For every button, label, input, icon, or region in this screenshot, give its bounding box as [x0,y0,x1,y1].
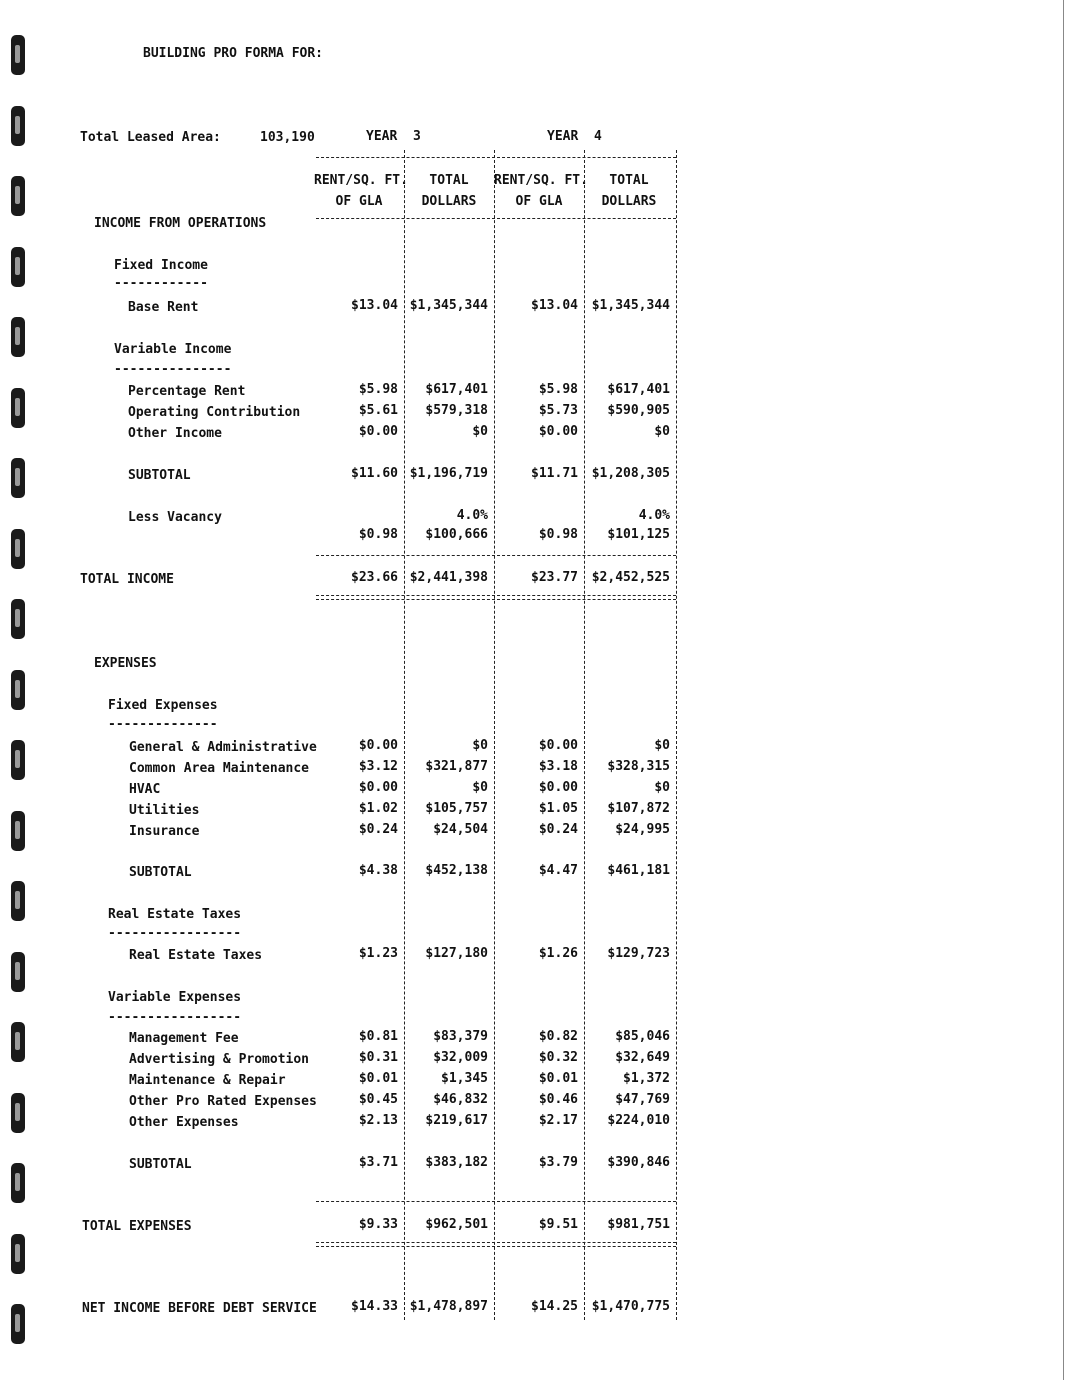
punch-hole [11,811,25,851]
row-value: $0.00 [358,424,398,439]
row-value: $1,208,305 [591,466,670,481]
row-label: INCOME FROM OPERATIONS [94,216,267,231]
row-value: $0.98 [538,527,578,542]
row-value: $23.66 [351,570,398,585]
row-label: Real Estate Taxes [108,907,242,922]
row-value: $85,046 [615,1029,670,1044]
punch-hole [11,1234,25,1274]
row-label: Insurance [129,824,200,839]
row-value: $0.00 [358,738,398,753]
punch-hole [11,599,25,639]
leased-area-label: Total Leased Area: [80,130,221,145]
row-label: General & Administrative [129,740,317,755]
row-value: $0.98 [358,527,398,542]
row-value: $1,196,719 [409,466,488,481]
row-label: ----------------- [108,1010,242,1025]
row-label: TOTAL INCOME [80,572,174,587]
row-label: Fixed Expenses [108,698,218,713]
row-value: $1.05 [538,801,578,816]
row-label: ----------------- [108,926,242,941]
row-label: Other Pro Rated Expenses [129,1094,317,1109]
row-value: $1,345,344 [409,298,488,313]
row-label: SUBTOTAL [129,865,192,880]
col-header-total-y4: TOTAL DOLLARS [601,173,657,209]
row-value: $328,315 [607,759,670,774]
row-value: $13.04 [531,298,578,313]
row-value: $390,846 [607,1155,670,1170]
row-value: $23.77 [531,570,578,585]
punch-hole [11,388,25,428]
row-value: $617,401 [425,382,488,397]
row-value: $0.81 [358,1029,398,1044]
row-value: $224,010 [607,1113,670,1128]
row-label: -------------- [108,717,218,732]
row-value: $2,452,525 [591,570,670,585]
row-value: $24,504 [433,822,488,837]
row-value: $2,441,398 [409,570,488,585]
header-rule [316,157,676,158]
row-value: $1,470,775 [591,1299,670,1314]
punch-hole [11,35,25,75]
row-value: $32,009 [433,1050,488,1065]
row-value: $3.18 [538,759,578,774]
row-value: $1,478,897 [409,1299,488,1314]
row-value: $1.02 [358,801,398,816]
row-value: $461,181 [607,863,670,878]
row-value: $32,649 [615,1050,670,1065]
row-value: $452,138 [425,863,488,878]
row-value: $0.00 [358,780,398,795]
row-value: $83,379 [433,1029,488,1044]
row-value: $590,905 [607,403,670,418]
row-value: $0.00 [538,424,578,439]
row-value: $5.61 [358,403,398,418]
row-label: Base Rent [128,300,199,315]
row-label: Variable Expenses [108,990,242,1005]
total-rule [316,1201,676,1202]
punch-hole [11,1163,25,1203]
row-value: $219,617 [425,1113,488,1128]
row-value: $2.17 [538,1113,578,1128]
row-label: Operating Contribution [128,405,301,420]
year-3-header: YEAR 3 [366,129,421,144]
punch-hole [11,458,25,498]
punch-hole [11,881,25,921]
row-value: $321,877 [425,759,488,774]
row-value: $0.00 [538,780,578,795]
row-label: SUBTOTAL [129,1157,192,1172]
row-value: $0.24 [358,822,398,837]
leased-area-value: 103,190 [260,130,315,145]
row-value: $4.47 [538,863,578,878]
row-label: Advertising & Promotion [129,1052,310,1067]
row-value: $47,769 [615,1092,670,1107]
row-label: EXPENSES [94,656,157,671]
column-divider [584,150,585,1320]
punch-hole [11,1093,25,1133]
row-label: Other Income [128,426,222,441]
row-value: $0 [472,738,488,753]
row-value: $129,723 [607,946,670,961]
row-value: $0.31 [358,1050,398,1065]
row-label: SUBTOTAL [128,468,191,483]
row-value: $0 [654,424,670,439]
row-label: Common Area Maintenance [129,761,310,776]
row-value: $4.38 [358,863,398,878]
row-value: $0.46 [538,1092,578,1107]
punch-hole [11,247,25,287]
row-value: $0.45 [358,1092,398,1107]
punch-hole [11,106,25,146]
row-label: Real Estate Taxes [129,948,263,963]
row-value: $0 [472,424,488,439]
row-value: $127,180 [425,946,488,961]
page-edge [1063,0,1064,1380]
row-label: Less Vacancy [128,510,222,525]
row-value: $9.33 [358,1217,398,1232]
year-4-header: YEAR 4 [547,129,602,144]
row-value: $3.71 [358,1155,398,1170]
row-value: $3.79 [538,1155,578,1170]
row-value: $13.04 [351,298,398,313]
row-value: $0 [654,738,670,753]
punch-hole [11,670,25,710]
row-value: $24,995 [615,822,670,837]
row-value: $1,345 [441,1071,488,1086]
punch-hole [11,740,25,780]
column-divider [676,150,677,1320]
row-label: HVAC [129,782,161,797]
double-rule [316,595,676,600]
row-label: Fixed Income [114,258,208,273]
row-value: $0.82 [538,1029,578,1044]
row-label: NET INCOME BEFORE DEBT SERVICE [82,1301,317,1316]
row-value: $0.00 [538,738,578,753]
row-value: $9.51 [538,1217,578,1232]
punch-hole [11,176,25,216]
row-value: $0 [654,780,670,795]
row-value: $1,345,344 [591,298,670,313]
row-label: Variable Income [114,342,232,357]
row-value: $107,872 [607,801,670,816]
row-label: ------------ [114,276,208,291]
row-value: $14.33 [351,1299,398,1314]
punch-hole [11,1022,25,1062]
row-value: $101,125 [607,527,670,542]
row-value: $981,751 [607,1217,670,1232]
row-value: $1.26 [538,946,578,961]
row-value: $105,757 [425,801,488,816]
row-value: 4.0% [638,508,670,523]
row-label: --------------- [114,362,232,377]
punch-hole [11,1304,25,1344]
row-value: $579,318 [425,403,488,418]
punch-hole [11,952,25,992]
double-rule [316,1242,676,1247]
column-divider [404,150,405,1320]
col-header-rent-y4: RENT/SQ. FT. OF GLA [494,173,588,209]
row-label: Utilities [129,803,200,818]
row-value: $617,401 [607,382,670,397]
row-value: 4.0% [456,508,488,523]
row-label: Maintenance & Repair [129,1073,286,1088]
row-value: $0 [472,780,488,795]
row-value: $46,832 [433,1092,488,1107]
col-header-rent-y3: RENT/SQ. FT. OF GLA [314,173,408,209]
row-value: $3.12 [358,759,398,774]
document-title: BUILDING PRO FORMA FOR: [143,46,324,61]
row-value: $1.23 [358,946,398,961]
row-value: $0.24 [538,822,578,837]
column-divider [494,150,495,1320]
row-value: $383,182 [425,1155,488,1170]
punch-hole [11,529,25,569]
row-label: Management Fee [129,1031,239,1046]
row-value: $962,501 [425,1217,488,1232]
row-value: $2.13 [358,1113,398,1128]
row-value: $11.71 [531,466,578,481]
row-value: $5.98 [538,382,578,397]
row-value: $5.98 [358,382,398,397]
row-value: $5.73 [538,403,578,418]
row-label: Other Expenses [129,1115,239,1130]
col-header-total-y3: TOTAL DOLLARS [421,173,477,209]
header-rule [316,218,676,219]
row-value: $0.01 [538,1071,578,1086]
row-value: $0.32 [538,1050,578,1065]
row-value: $100,666 [425,527,488,542]
row-value: $11.60 [351,466,398,481]
row-value: $1,372 [623,1071,670,1086]
row-label: Percentage Rent [128,384,246,399]
row-value: $0.01 [358,1071,398,1086]
row-value: $14.25 [531,1299,578,1314]
total-rule [316,555,676,556]
row-label: TOTAL EXPENSES [82,1219,192,1234]
punch-hole [11,317,25,357]
